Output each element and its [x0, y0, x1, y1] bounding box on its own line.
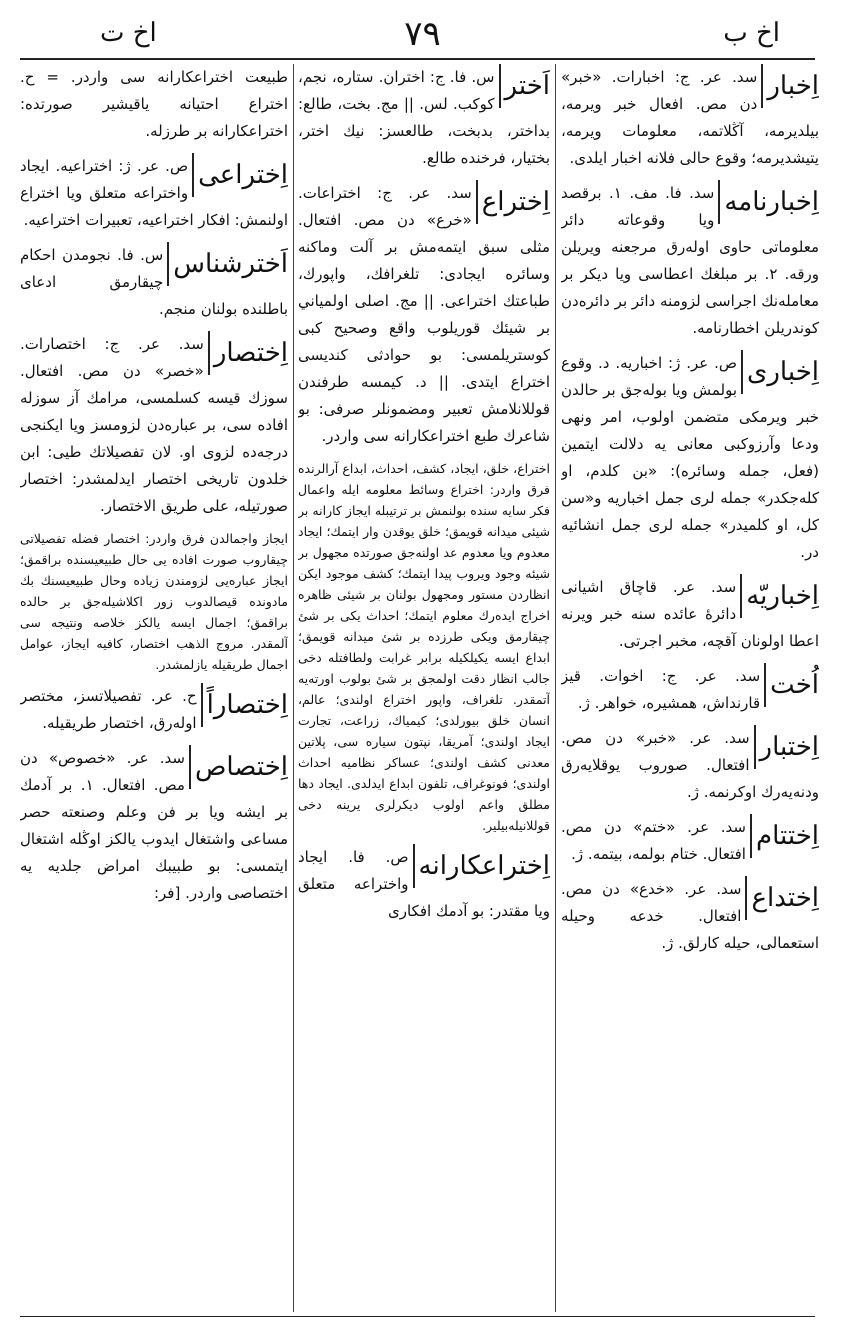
header-guide-word-right: اخ ب	[723, 18, 780, 48]
entry-definition: سد. عر. «خصوص» دن مص. افتعال. ١. بر آدمك بر ايشه ويا بر فن وعلم وصنعته حصر مساعى واشتغال ايدوب يالكز اوڭله اشتغال ايتمسى: بو طبيبك امراض جلديه يه اختصاصى واردر. [فر:	[20, 749, 288, 902]
entry-headword: اَخترشناس	[167, 242, 288, 286]
entry-headword: اَختر	[499, 64, 551, 108]
dictionary-entry	[20, 64, 288, 145]
dictionary-entry	[561, 725, 819, 806]
entry-definition: ص. عر. ژ: اخباريه. د. وقوع بولمش ويا بولەجق بر حالدن خبر ويرمكى متضمن اولوب، امر ونهى ودعا وآرزوكبى معانى يه دلالت ايتمين (فعل، جمله وسائره): «بن كلدم، او كلەجكدر» جمله لرى جمل اخباريه و«سن كل، او كلميدر» جمله لرى جمل انشائيه در.	[561, 354, 819, 561]
entry-definition: ص. فا. ايجاد واختراعه متعلق ويا مقتدر: بو آدمك افكارى	[298, 848, 550, 920]
dictionary-entry	[298, 844, 550, 925]
dictionary-entry	[561, 350, 819, 566]
page-number: ٧٩	[404, 14, 441, 54]
column-middle	[298, 64, 550, 1312]
entry-definition: سد. عر. قاچاق اشيانى دائرهٔ عائده سنه خبر ويرنه اعطا اولونان آقچه، مخبر اجرتى.	[561, 578, 819, 650]
dictionary-entry	[20, 242, 288, 323]
dictionary-entry	[561, 663, 819, 717]
entry-definition: س. فا. نجومدن احكام چيقارمق ادعاى باطلنده بولنان منجم.	[20, 246, 288, 318]
usage-note: ايجاز واجمالدن فرق واردر: اختصار فضله تفصيلاتى چيقاروب صورت افاده يى حال طبيعيسنده براقمق؛ ايجاز عبارەيى لزومندن زياده وحال طبيعيسنك بك مادونده قيصالدوب زور اكلاشيلەجق بر حالده براقمق؛ اجمال ايسه يالكز خلاصه ونتيجه سى آلمقدر. مروج الذهب اختصار، كافيه ايجاز، عوامل اجمال طريقيله يازلمشدر.	[20, 531, 288, 672]
entry-headword: اِختراع	[476, 180, 550, 224]
entry-definition: سد. عر. «خبر» دن مص. افتعال. صوروب يوقلايەرق ودنەيەرك اوكرنمه. ژ.	[561, 729, 819, 801]
dictionary-entry	[20, 153, 288, 234]
entry-headword: اِخبار	[761, 64, 819, 108]
dictionary-entry	[561, 814, 819, 868]
column-divider	[293, 64, 294, 1312]
entry-headword: اِخبارنامه	[718, 180, 819, 224]
page-header	[20, 14, 825, 58]
dictionary-entry	[561, 64, 819, 172]
entry-definition: سد. عر. «ختم» دن مص. افتعال. ختام بولمه، بيتمه. ژ.	[561, 818, 746, 863]
entry-definition: سد. عر. ج: اختصارات. «خصر» دن مص. افتعال. سوزك قيسه كسلمسى، مرامك آز سوزله افاده سى، بر عبارەدن لزومسز ويا ايكنجى درجەده لزوى او. لان تفصيلاتك طيى: ابن خلدون تاريخى اختصار ايدلمشدر: اختصار صورتيله، على طريق الاختصار.	[20, 335, 288, 515]
column-left	[20, 64, 288, 1312]
entry-definition: سد. فا. مف. ١. برقصد ويا وقوعاته دائر معلوماتى حاوى اولەرق مرجعنه ويريلن ورقه. ٢. بر مبلغك اعطاسى ويا ديكر بر معاملەنك اجراسى لزومنه دائر بر دائرەدن كوندريلن اخطارنامه.	[561, 184, 819, 337]
entry-headword: اِختداع	[745, 876, 819, 920]
entry-definition: سد. عر. ج: اخبارات. «خبر» دن مص. افعال خبر ويرمه، بيلديرمه، آڭلاتمه، معلومات ويرمه، يتيشديرمه؛ وقوع حالى فلانه اخبار ايلدى.	[561, 68, 819, 167]
entry-definition: س. فا. ج: اختران. ستاره، نجم، كوكب. لس. || مج. بخت، طالع: بداختر، بدبخت، طالعسز: نيك اختر، بختيار، فرخنده طالع.	[298, 68, 550, 167]
entry-definition: طبيعت اختراعكارانه سى واردر. = ح. اختراع احتيانه ياقيشير صورتده: اختراعكارانه بر طرزله.	[20, 68, 288, 140]
entry-definition: ح. عر. تفصيلاتسز، مختصر اولەرق، اختصار طريقيله.	[20, 687, 197, 732]
entry-headword: اِختتام	[750, 814, 819, 858]
entry-definition: سد. عر. ج: اخوات. قيز قارنداش، همشيره، خواهر. ژ.	[561, 667, 761, 712]
entry-definition: ص. عر. ژ: اختراعيه. ايجاد واختراعه متعلق ويا اختراع اولنمش: افكار اختراعيه، تعبيرات اختراعيه.	[20, 157, 288, 229]
entry-headword: اِخبارى	[741, 350, 819, 394]
header-guide-word-left: اخ ت	[100, 18, 157, 48]
entry-definition: سد. عر. «خدع» دن مص. افتعال. خدعه وحيله استعمالى، حيله كارلق. ژ.	[561, 880, 819, 952]
dictionary-entry	[561, 876, 819, 957]
dictionary-entry	[298, 180, 550, 450]
entry-headword: اُخت	[764, 663, 819, 707]
entry-headword: اِخباريّه	[740, 574, 819, 618]
dictionary-entry	[20, 745, 288, 907]
entry-headword: اِختصاراً	[201, 683, 288, 727]
footer-rule	[20, 1316, 815, 1317]
dictionary-entry	[561, 574, 819, 655]
entry-headword: اِختصار	[208, 331, 288, 375]
dictionary-entry	[298, 64, 550, 172]
entry-headword: اِختراعى	[192, 153, 288, 197]
usage-note: اختراع، خلق، ايجاد، كشف، احداث، ابداع آرالرنده فرق واردر: اختراع وسائط معلومه ايله واعمال فكر سايه سنده بولنمش بر ترتيبله ايجاز كارانه بر شيئى ميدانه قويمق؛ خلق يوقدن وار ايتمك؛ ايجاد معدوم ويا معدوم عد اولنەجق صورتده مجهول بر شيئه وجود ويروب پيدا ايتمك؛ كشف موجود ايكن انظاردن مستور ومجهول بولنان بر شيئى ظاهره اخراج ايدەرك معلوم ايتمك؛ احداث يكى بر شئ چيقارمق ويكى طرزده بر شئ ميدانه قويمق؛ ابداع ايسه يكيلكيله برابر غرابت ولطافتله دخى جالب انظار دقت اولمجق بر شئ بولوب اورتەيه آتمقدر. تلغراف، واپور اختراع اولندى؛ عالم، انسان خلق بيورلدى؛ كيمياك، زراعت، تجارت ايجاد اولندى؛ آمريقا، نپتون سياره سى، پلاتين معدنى كشف اولندى؛ عساكر نظاميه احداث اولندى؛ فونوغراف، تلفون ابداع ايدلدى. ايجاد دها مطلق واعم اولوب ديكرلرى يرينه دخى قوللانيلەبيلير.	[298, 461, 550, 833]
dictionary-entry	[561, 180, 819, 342]
dictionary-entry	[20, 683, 288, 737]
entry-headword: اِختصاص	[189, 745, 288, 789]
column-right	[561, 64, 819, 1312]
column-divider	[555, 64, 556, 1312]
entry-headword: اِختبار	[754, 725, 819, 769]
dictionary-entry	[20, 331, 288, 520]
header-rule	[20, 58, 815, 60]
entry-definition: سد. عر. ج: اختراعات. «خرع» دن مص. افتعال. مثلى سبق ايتمەمش بر آلت وماكنه وسائره ايجادى: تلغرافك، واپورك، طباعتك اختراعى. || مج. اصلى اولمياني بر شيئك قوريلوب واقع وصحيح كبى كوستريلمسى: بو حوادثى كنديسى اختراع ايتدى. || د. كيمسه طرفندن قوللانلامش تعبير ومضمونلر صرفى: بو شاعرك طبع اختراعكارانه سى واردر.	[298, 184, 550, 445]
entry-headword: اِختراعكارانه	[413, 844, 550, 888]
